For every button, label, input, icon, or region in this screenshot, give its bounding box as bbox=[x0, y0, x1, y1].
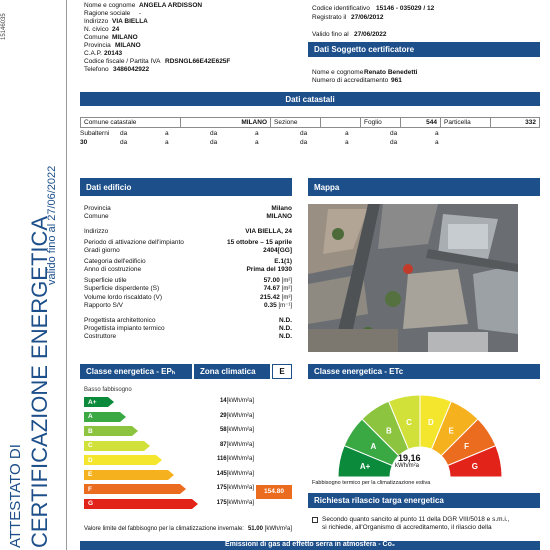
catastali-a: a bbox=[255, 139, 259, 146]
sidebar bbox=[0, 0, 68, 550]
catastali-cell: 544 bbox=[401, 118, 441, 128]
valore-limite-row bbox=[84, 526, 292, 533]
edificio-progettista-imp-label: Progettista impianto termico bbox=[84, 324, 165, 332]
sidebar-title-line2: CERTIFICAZIONE ENERGETICA bbox=[27, 215, 52, 548]
catastali-header: Dati catastali bbox=[80, 92, 540, 106]
edificio-gradi-label: Gradi giorno bbox=[84, 247, 120, 254]
certificate-block bbox=[312, 5, 532, 39]
classe-ep-header: Classe energetica - EPₕ bbox=[80, 364, 192, 379]
targa-text-line1: Secondo quanto sancito al punto 11 della DGR VIII/5018 e s.m.i., bbox=[322, 516, 510, 523]
certificatore-block bbox=[312, 69, 537, 85]
sidebar-validity: valido fino al 27/06/2022 bbox=[46, 165, 58, 285]
energy-class-limit bbox=[184, 398, 254, 405]
gauge-label: A+ bbox=[359, 462, 371, 472]
catastali-cell: Particella bbox=[441, 118, 491, 128]
ep-value-indicator: 154.80 bbox=[256, 485, 292, 499]
energy-class-limit bbox=[184, 442, 254, 449]
et-gauge-svg bbox=[325, 385, 515, 485]
certificatore-header: Dati Soggetto certificatore bbox=[308, 42, 540, 57]
edificio-volume-label: Volume lordo riscaldato (V) bbox=[84, 293, 163, 301]
et-gauge bbox=[325, 385, 515, 485]
catastali-cell: Comune catastale bbox=[81, 118, 181, 128]
edificio-gradi-value: 2404[GG] bbox=[263, 247, 292, 254]
catastali-da: da bbox=[210, 139, 218, 146]
owner-ragione-value: - bbox=[139, 10, 142, 17]
energy-class-limit-unit: [kWh/m²a] bbox=[226, 427, 254, 433]
energy-class-limit bbox=[184, 485, 254, 492]
cert-valido-label: Valido fino al bbox=[312, 31, 349, 38]
catastali-table bbox=[80, 117, 540, 147]
edificio-periodo-value: 15 ottobre – 15 aprile bbox=[226, 239, 292, 246]
unit-m1: [m⁻¹] bbox=[278, 303, 292, 310]
catastali-cell: MILANO bbox=[181, 118, 271, 128]
edificio-categoria-value: E.1(1) bbox=[274, 258, 292, 265]
catastali-da: da bbox=[120, 139, 128, 146]
edificio-sup-disp-value: 74.67 bbox=[263, 285, 280, 293]
valore-limite-unit: [kWh/m²a] bbox=[264, 526, 292, 532]
gauge-label: C bbox=[406, 418, 412, 428]
energy-class-limit bbox=[184, 456, 254, 463]
owner-comune-value: MILANO bbox=[112, 34, 138, 41]
cert-codice-label: Codice identificativo bbox=[312, 5, 370, 12]
energy-class-band-c: C bbox=[84, 441, 144, 451]
gauge-label: G bbox=[471, 462, 479, 472]
edificio-costruttore-label: Costruttore bbox=[84, 332, 117, 340]
energy-class-limit bbox=[184, 413, 254, 420]
owner-civico-value: 24 bbox=[112, 26, 120, 33]
energy-class-limit-value: 58 bbox=[219, 427, 227, 433]
valore-limite-value: 51.00 bbox=[247, 526, 263, 532]
catastali-a: a bbox=[435, 139, 439, 146]
edificio-categoria-label: Categoria dell'edificio bbox=[84, 258, 146, 265]
edificio-sup-utile-value: 57.00 bbox=[263, 277, 280, 284]
targa-checkbox[interactable] bbox=[312, 517, 318, 523]
energy-class-limit-unit: [kWh/m²a] bbox=[226, 456, 254, 462]
zona-climatica-value: E bbox=[272, 364, 292, 379]
catastali-da: da bbox=[120, 130, 128, 137]
energy-class-limit bbox=[184, 471, 254, 478]
owner-tel-label: Telefono bbox=[84, 66, 109, 73]
energy-class-band-f: F bbox=[84, 484, 180, 494]
catastali-a: a bbox=[435, 130, 439, 137]
energy-class-limit-value: 175 bbox=[216, 485, 227, 491]
catastali-a: a bbox=[255, 130, 259, 137]
catastali-a: a bbox=[165, 139, 169, 146]
energy-class-band-d: D bbox=[84, 455, 156, 465]
energy-class-limit-unit: [kWh/m²a] bbox=[226, 499, 254, 506]
gauge-label: A bbox=[370, 441, 377, 451]
classe-et-header: Classe energetica - ETc bbox=[308, 364, 540, 379]
aerial-map-image bbox=[308, 204, 518, 352]
gauge-label: B bbox=[385, 426, 392, 436]
basso-fabbisogno-label: Basso fabbisogno bbox=[84, 387, 132, 393]
aerial-map[interactable] bbox=[308, 204, 518, 352]
energy-class-limit-value: 175 bbox=[216, 499, 227, 506]
catastali-da: da bbox=[210, 130, 218, 137]
edificio-provincia-label: Provincia bbox=[84, 205, 111, 212]
energy-class-limit-unit: [kWh/m²a] bbox=[226, 412, 254, 419]
edificio-rapporto-label: Rapporto S/V bbox=[84, 302, 124, 310]
owner-indirizzo-label: Indirizzo bbox=[84, 18, 109, 25]
certificatore-accr-value: 961 bbox=[391, 77, 402, 84]
sidebar-divider bbox=[66, 0, 67, 550]
owner-provincia-label: Provincia bbox=[84, 42, 111, 49]
catastali-cell: Foglio bbox=[361, 118, 401, 128]
owner-cf-value: RDSNGL66E42E625F bbox=[165, 58, 231, 65]
edificio-rapporto-value: 0.35 bbox=[264, 302, 277, 310]
energy-class-band-e: E bbox=[84, 470, 168, 480]
certificatore-nome-value: Renato Benedetti bbox=[364, 69, 418, 76]
catastali-da: da bbox=[300, 130, 308, 137]
sidebar-title-line1: ATTESTATO DI bbox=[7, 444, 24, 548]
cert-registrato-value: 27/06/2012 bbox=[351, 14, 384, 21]
edificio-sup-disp-label: Superficie disperdente (S) bbox=[84, 285, 160, 293]
valore-limite-label: Valore limite del fabbisogno per la climatizzazione invernale: bbox=[84, 526, 244, 532]
et-unit: kWh/m²a bbox=[395, 463, 419, 469]
energy-class-band-aplus: A+ bbox=[84, 397, 108, 407]
owner-tel-value: 3486042922 bbox=[113, 66, 150, 73]
energy-class-limit-value: 145 bbox=[216, 470, 227, 477]
et-value: 19,16 bbox=[398, 453, 421, 463]
edificio-comune-label: Comune bbox=[84, 213, 109, 220]
gauge-label: E bbox=[448, 426, 454, 436]
edificio-anno-value: Prima del 1930 bbox=[246, 266, 292, 273]
cert-registrato-label: Registrato il bbox=[312, 14, 347, 21]
mappa-header: Mappa bbox=[308, 178, 540, 196]
unit-m3: [m³] bbox=[281, 294, 292, 301]
edificio-indirizzo-value: VIA BIELLA, 24 bbox=[245, 228, 292, 235]
unit-m2: [m²] bbox=[281, 286, 292, 293]
catastali-row-1 bbox=[81, 118, 540, 128]
owner-provincia-value: MILANO bbox=[115, 42, 141, 49]
energy-class-limit bbox=[184, 500, 254, 507]
owner-nome-label: Nome e cognome bbox=[84, 2, 136, 9]
edificio-periodo-label: Periodo di attivazione dell'impianto bbox=[84, 239, 184, 246]
edificio-header: Dati edificio bbox=[80, 178, 292, 196]
certificatore-accr-label: Numero di accreditamento bbox=[312, 77, 389, 84]
edificio-sup-utile-label: Superficie utile bbox=[84, 277, 127, 284]
energy-class-limit-unit: [kWh/m²a] bbox=[226, 485, 254, 491]
sidebar-code: 15146035 bbox=[1, 13, 7, 40]
edificio-volume-value: 215.42 bbox=[259, 293, 280, 301]
energy-class-band-b: B bbox=[84, 426, 132, 436]
owner-block bbox=[84, 2, 294, 74]
owner-civico-label: N. civico bbox=[84, 26, 109, 33]
edificio-provincia-value: Milano bbox=[271, 205, 292, 212]
owner-cf-label: Codice fiscale / Partita IVA bbox=[84, 58, 161, 65]
catastali-a: a bbox=[165, 130, 169, 137]
energy-class-limit-value: 87 bbox=[219, 441, 227, 448]
cert-valido-value: 27/06/2022 bbox=[354, 31, 387, 38]
energy-class-limit-value: 29 bbox=[219, 412, 227, 419]
edificio-progettista-arch-label: Progettista architettonico bbox=[84, 316, 156, 324]
energy-class-limit-unit: [kWh/m²a] bbox=[226, 398, 254, 404]
et-caption: Fabbisogno termico per la climatizzazione estiva bbox=[312, 480, 431, 486]
owner-cap-label: C.A.P. bbox=[84, 50, 102, 57]
gauge-label: D bbox=[428, 418, 434, 428]
owner-nome-value: ANGELA ARDISSON bbox=[139, 2, 203, 9]
energy-class-limit-value: 14 bbox=[219, 398, 227, 404]
targa-text-line2: si richiede, all'Organismo di accreditamento, il rilascio della bbox=[322, 524, 492, 531]
edificio-costruttore-value: N.D. bbox=[279, 332, 292, 340]
footer-bar: Emissioni di gas ad effetto serra in atmosfera - Co₂ bbox=[80, 541, 540, 550]
owner-comune-label: Comune bbox=[84, 34, 109, 41]
gauge-label: F bbox=[464, 441, 470, 451]
zona-climatica-header: Zona climatica bbox=[194, 364, 270, 379]
catastali-cell: 332 bbox=[491, 118, 540, 128]
energy-class-band-a: A bbox=[84, 412, 120, 422]
edificio-anno-label: Anno di costruzione bbox=[84, 266, 142, 273]
catastali-da: da bbox=[390, 130, 398, 137]
edificio-progettista-arch-value: N.D. bbox=[279, 316, 292, 324]
catastali-a: a bbox=[345, 130, 349, 137]
owner-cap-value: 20143 bbox=[104, 50, 123, 57]
certificatore-nome-label: Nome e cognome bbox=[312, 69, 364, 76]
owner-ragione-label: Ragione sociale bbox=[84, 10, 131, 17]
energy-class-limit-unit: [kWh/m²a] bbox=[226, 470, 254, 477]
catastali-row-2 bbox=[80, 130, 540, 138]
targa-header: Richiesta rilascio targa energetica bbox=[308, 493, 540, 508]
catastali-subalterni-label: Subalterni bbox=[80, 130, 110, 137]
energy-class-limit bbox=[184, 427, 254, 434]
edificio-block bbox=[84, 205, 292, 341]
catastali-subalterno-value: 30 bbox=[80, 139, 88, 146]
edificio-indirizzo-label: Indirizzo bbox=[84, 228, 109, 235]
catastali-a: a bbox=[345, 139, 349, 146]
catastali-da: da bbox=[300, 139, 308, 146]
catastali-cell bbox=[321, 118, 361, 128]
cert-codice-value: 15146 - 035029 / 12 bbox=[376, 5, 435, 12]
catastali-row-3 bbox=[80, 139, 540, 147]
energy-class-limit-value: 116 bbox=[216, 456, 227, 462]
unit-m2: [m²] bbox=[281, 278, 292, 284]
energy-class-scale bbox=[84, 397, 294, 517]
energy-class-band-g: G bbox=[84, 499, 192, 509]
catastali-da: da bbox=[390, 139, 398, 146]
edificio-comune-value: MILANO bbox=[266, 213, 292, 220]
owner-indirizzo-value: VIA BIELLA bbox=[112, 18, 148, 25]
catastali-cell: Sezione bbox=[271, 118, 321, 128]
energy-class-limit-unit: [kWh/m²a] bbox=[226, 441, 254, 448]
edificio-progettista-imp-value: N.D. bbox=[279, 324, 292, 332]
targa-block bbox=[312, 516, 540, 532]
